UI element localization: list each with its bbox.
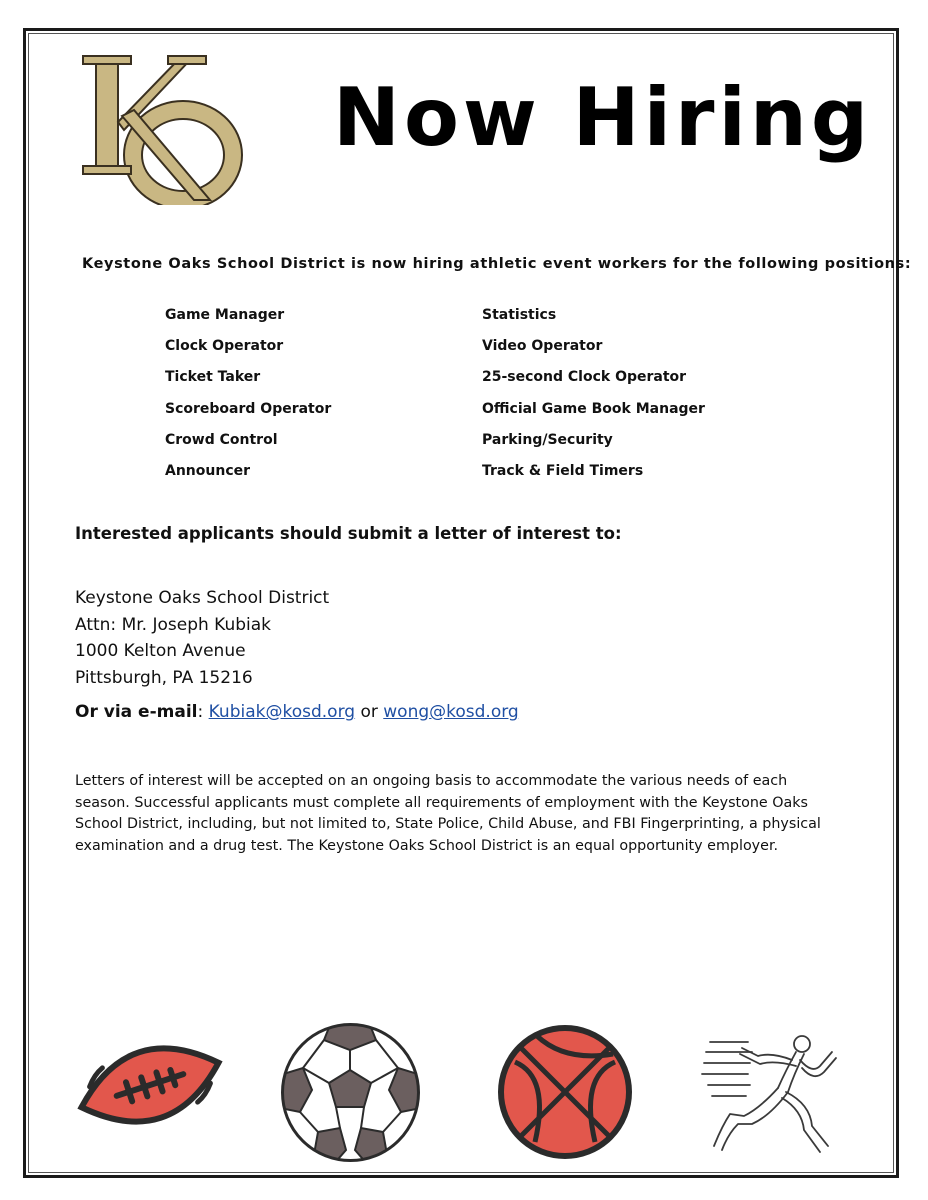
position-item: Clock Operator — [165, 338, 284, 355]
submit-heading: Interested applicants should submit a letter of interest to: — [75, 524, 622, 543]
football-icon — [70, 1028, 230, 1143]
position-item: Official Game Book Manager — [482, 400, 705, 417]
email-link-wong[interactable]: wong@kosd.org — [383, 702, 519, 722]
position-item: Game Manager — [165, 307, 285, 323]
ko-logo — [78, 50, 243, 205]
position-item: Scoreboard Operator — [165, 400, 332, 417]
email-colon: : — [197, 702, 209, 722]
employment-notice: Letters of interest will be accepted on an ongoing basis to accommodate the various needs of each season. Successful applicants must complete all requirements of employment with the Keystone Oaks School District, including, but not limited to, State Police, Child Abuse, and FBI Fingerprinting, a physical examination and a drug test. The Keystone Oaks School District is an equal opportunity employer. — [75, 773, 821, 854]
address-line: Pittsburgh, PA 15216 — [75, 667, 253, 688]
address-line: Keystone Oaks School District — [75, 588, 330, 608]
address-line: 1000 Kelton Avenue — [75, 641, 246, 661]
positions-left-column — [165, 305, 331, 492]
position-item: Parking/Security — [482, 431, 613, 448]
position-item: Video Operator — [482, 338, 603, 355]
email-line — [75, 702, 519, 722]
runner-icon — [700, 1030, 845, 1160]
address-line: Attn: Mr. Joseph Kubiak — [75, 614, 272, 635]
position-item: Statistics — [482, 307, 557, 323]
position-item: Track & Field Timers — [482, 462, 644, 479]
position-item: Crowd Control — [165, 431, 278, 448]
email-label: Or via e-mail — [75, 702, 198, 722]
intro-text: Keystone Oaks School District is now hiring athletic event workers for the following positions: — [82, 256, 912, 272]
position-item: 25-second Clock Operator — [482, 369, 687, 386]
mailing-address — [75, 585, 329, 691]
position-item: Announcer — [165, 462, 251, 479]
position-item: Ticket Taker — [165, 369, 261, 386]
positions-right-column — [482, 305, 705, 492]
soccer-ball-icon — [278, 1020, 423, 1165]
page-title: Now Hiring — [333, 71, 873, 164]
email-or-text: or — [355, 702, 384, 722]
basketball-icon — [495, 1022, 635, 1162]
email-link-kubiak[interactable]: Kubiak@kosd.org — [208, 702, 356, 722]
